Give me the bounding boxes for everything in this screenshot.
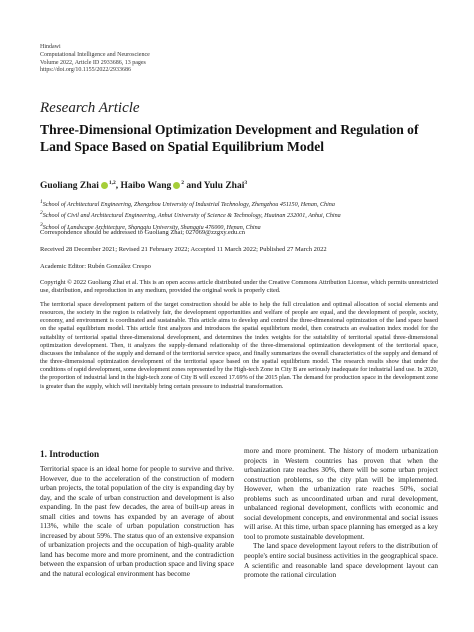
volume-info: Volume 2022, Article ID 2933686, 13 pages (40, 59, 146, 66)
copyright-notice: Copyright © 2022 Guoliang Zhai et al. This is an open access article distributed under the Creative Commons Attribution License, which permits unrestricted use, distribution, and reproduction in any medium, provided the original work is properly cited. (40, 279, 438, 295)
journal-name: Computational Intelligence and Neuroscience (40, 51, 150, 58)
publisher-name: Hindawi (40, 44, 61, 50)
author-affiliation-marker: 2 (181, 180, 185, 186)
author-list (40, 180, 247, 191)
affiliation-number: 3 (40, 221, 43, 228)
academic-editor: Academic Editor: Rubén González Crespo (40, 263, 151, 270)
body-paragraph: The land space development layout refers to the distribution of people's entire social business activities in the geographical space. A scientific and reasonable land space development layout can promote the rational circulation (244, 541, 438, 580)
right-text-column (244, 446, 438, 580)
author-separator: and (184, 181, 204, 192)
orcid-icon[interactable] (101, 182, 108, 189)
affiliation-number: 1 (40, 199, 43, 205)
author-name[interactable]: Yulu Zhai (203, 181, 245, 192)
journal-header (40, 44, 150, 75)
affiliation-number: 2 (40, 210, 43, 217)
correspondence-note: Correspondence should be addressed to Guoliang Zhai; 027069@zzgxy.edu.cn (40, 229, 246, 236)
author-separator: , (115, 181, 121, 192)
affiliation-item (40, 209, 341, 220)
publication-dates: Received 28 December 2021; Revised 21 February 2022; Accepted 11 March 2022; Published 27 March 2022 (40, 246, 327, 253)
affiliation-item (40, 198, 341, 209)
section-heading: 1. Introduction (40, 449, 100, 459)
body-paragraph: Territorial space is an ideal home for people to survive and thrive. However, due to the acceleration of the construction of modern urban projects, the total population of the city is expanding day by day, and the scale of urban construction and development is also expanding. In the past few decades, the area of built-up areas in small cities and towns has expanded by an average of about 113%, while the scale of urban population construction has increased by about 59%. The status quo of an extensive expansion of urbanization projects and the occupation of high-quality arable land has become more and more prominent, and the contradiction between the expansion of urban production space and living space and the natural ecological environment has become (40, 464, 234, 579)
orcid-icon[interactable] (173, 182, 180, 189)
author-name[interactable]: Haibo Wang (120, 181, 172, 192)
doi-link[interactable]: https://doi.org/10.1155/2022/2933686 (40, 67, 132, 74)
affiliation-text: School of Architectural Engineering, Zhengzhou University of Industrial Technology, Zhengzhou 451150, Henan, China (42, 202, 335, 209)
abstract-text: The territorial space development pattern of the target construction should be able to help the full circulation and optimal allocation of social elements and resources, the society in the region is relatively fair, the development opportunities and welfare of people are equal, and the development of people, society, economy, and environment is coordinated and sustainable. This article aims to develop and control the three-dimensional optimization of the land space based on the spatial equilibrium model. This article first analyzes and introduces the spatial equilibrium model, then constructs an evaluation index model for the suitability of territorial spatial three-dimensional development, and determines the index weights for the suitability of territorial spatial three-dimensional optimization development. Then, it analyzes the supply-demand relationship of the three-dimensional optimization development of the territorial space, discusses the imbalance of the supply and demand of the territorial service space, and finally summarizes the overall characteristics of the supply and demand of the three-dimensional optimization development of the territorial space based on the spatial equilibrium model. The research results show that under the conditions of rapid development, some development zones represented by the High-tech Zone in City B are seriously inadequate for industrial land use. In 2020, the proportion of industrial land in the high-tech zone of City B will exceed 17.69% of the 2015 plan. The demand for production space in the development zone is greater than the supply, which will inevitably bring certain pressure to industrial transformation. (40, 301, 439, 390)
author-affiliation-marker: 3 (244, 180, 248, 186)
author-name[interactable]: Guoliang Zhai (40, 181, 99, 192)
affiliation-text: School of Civil and Architectural Engineering, Anhui University of Science & Technology, Huainan 232001, Anhui, China (42, 213, 341, 220)
left-text-column (40, 464, 234, 579)
affiliation-list (40, 198, 341, 232)
article-type: Research Article (40, 100, 140, 116)
author-affiliation-marker: 1,2 (108, 180, 116, 186)
article-title: Three-Dimensional Optimization Development and Regulation of Land Space Based on Spatial Equilibrium Model (40, 122, 419, 154)
affiliation-text: School of Landscape Architecture, Shangqiu University, Shangqiu 476000, Henan, China (42, 224, 261, 231)
body-paragraph: more and more prominent. The history of modern urbanization projects in Western countries has proven that when the urbanization rate reaches 30%, there will be some urban project construction problems, so the city plan will be implemented. However, when the urbanization rate reaches 50%, social problems such as uncoordinated urban and rural development, unbalanced regional development, conflicts with economic and social development concepts, and environmental and social issues will arise. At this time, urban space planning has emerged as a key tool to promote sustainable development. (244, 446, 438, 541)
